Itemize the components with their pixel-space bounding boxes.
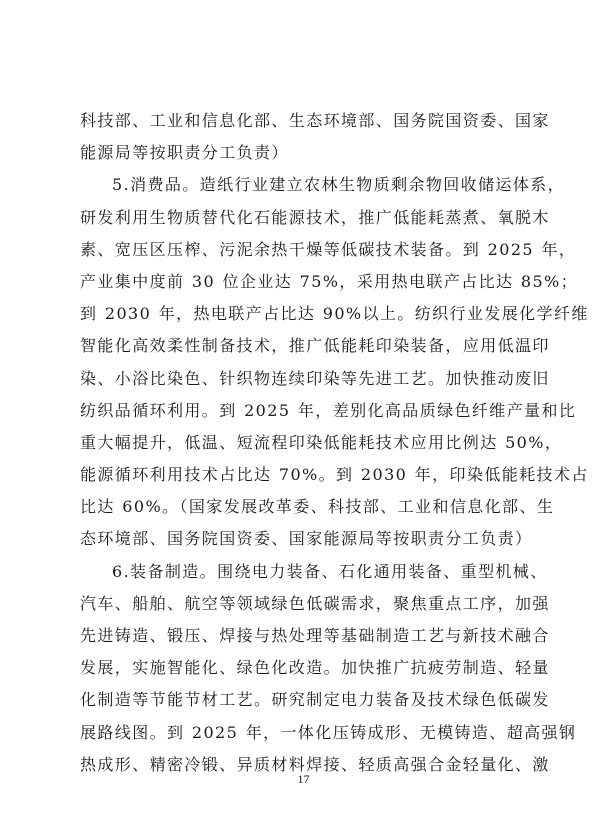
text-line: 汽车、船舶、航空等领域绿色低碳需求，聚焦重点工序，加强	[80, 593, 550, 613]
text-line: 态环境部、国务院国资委、国家能源局等按职责分工负责）	[80, 529, 533, 549]
text-line: 能源局等按职责分工负责）	[80, 143, 289, 163]
page-number: 17	[297, 772, 310, 786]
text-line: 先进铸造、锻压、焊接与热处理等基础制造工艺与新技术融合	[80, 626, 550, 645]
text-line: 科技部、工业和信息化部、生态环境部、国务院国资委、国家	[80, 111, 550, 130]
text-line: 重大幅提升，低温、短流程印染低能耗技术应用比例达 50%，	[80, 432, 563, 452]
text-line: 展路线图。到 2025 年，一体化压铸成形、无模铸造、超高强钢	[80, 722, 577, 742]
text-line: 到 2030 年，热电联产占比达 90%以上。纺织行业发展化学纤维	[80, 304, 589, 324]
text-line: 研发利用生物质替代化石能源技术，推广低能耗蒸煮、氧脱木	[80, 207, 550, 227]
text-line: 发展，实施智能化、绿色化改造。加快推广抗疲劳制造、轻量	[80, 658, 550, 678]
section-heading-line: 5.消费品。造纸行业建立农林生物质剩余物回收储运体系，	[112, 175, 566, 195]
text-line: 智能化高效柔性制备技术，推广低能耗印染装备，应用低温印	[80, 336, 550, 356]
text-line: 纺织品循环利用。到 2025 年，差别化高品质绿色纤维产量和比	[80, 400, 577, 420]
body-text	[80, 105, 589, 781]
text-line: 素、宽压区压榨、污泥余热干燥等低碳技术装备。到 2025 年，	[80, 239, 577, 259]
text-line: 化制造等节能节材工艺。研究制定电力装备及技术绿色低碳发	[80, 690, 550, 710]
text-line: 比达 60%。（国家发展改革委、科技部、工业和信息化部、生	[80, 497, 555, 517]
section-heading-line: 6.装备制造。围绕电力装备、石化通用装备、重型机械、	[112, 561, 548, 581]
text-line: 染、小浴比染色、针织物连续印染等先进工艺。加快推动废旧	[80, 368, 550, 388]
text-line: 热成形、精密冷锻、异质材料焊接、轻质高强合金轻量化、激	[80, 754, 550, 774]
text-line: 能源循环利用技术占比达 70%。到 2030 年，印染低能耗技术占	[80, 465, 589, 485]
text-line: 产业集中度前 30 位企业达 75%，采用热电联产占比达 85%；	[80, 271, 579, 291]
